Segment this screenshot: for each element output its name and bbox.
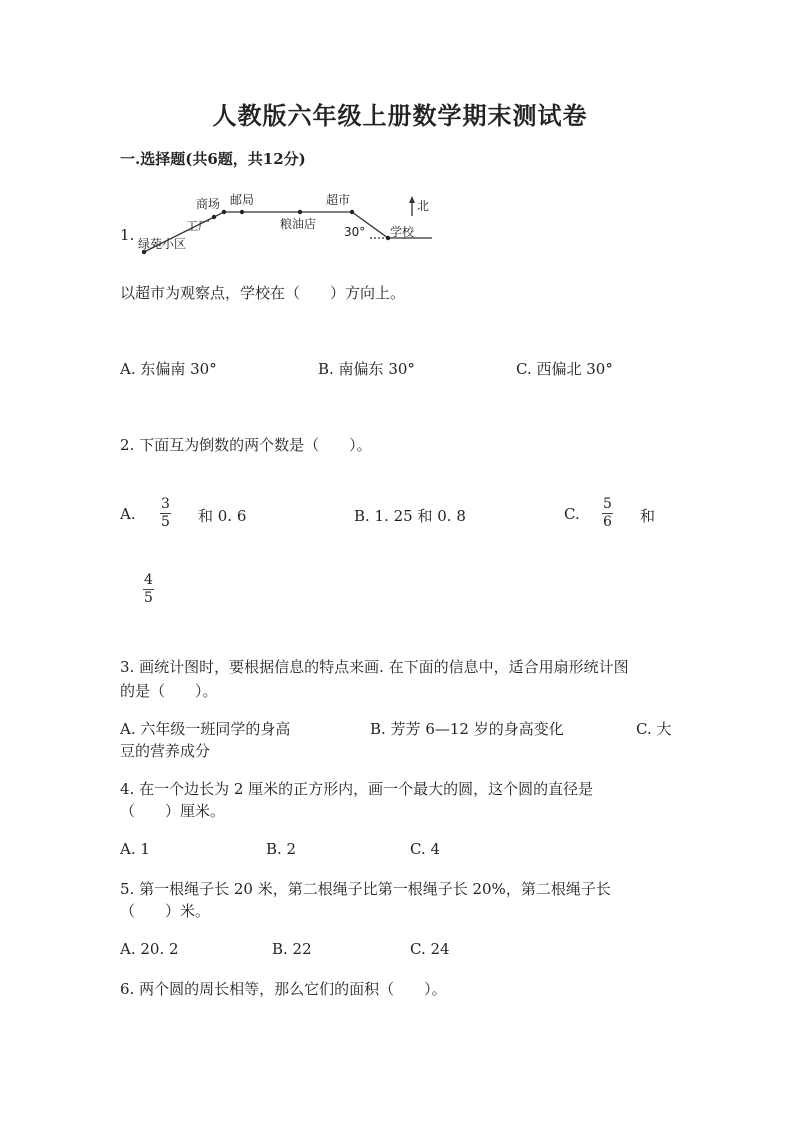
q3-option-b[interactable]: B. 芳芳 6—12 岁的身高变化	[370, 720, 564, 738]
q5-text-line2: （ ）米。	[120, 902, 211, 920]
map-point-shangchang	[222, 210, 226, 214]
q2-option-c-fraction	[602, 496, 613, 531]
fraction-numerator: 3	[161, 496, 170, 512]
q2-option-c-tail: 和	[640, 507, 656, 525]
map-label-lvyuan: 绿苑小区	[138, 237, 187, 251]
map-point-chaoshi	[350, 210, 354, 214]
q1-text: 以超市为观察点，学校在（ ）方向上。	[120, 284, 406, 302]
q4-text-line2: （ ）厘米。	[120, 802, 226, 820]
q1-option-a[interactable]: A. 东偏南 30°	[120, 360, 217, 378]
fraction-numerator: 5	[603, 496, 612, 512]
q4-text-line1: 4. 在一个边长为 2 厘米的正方形内，画一个最大的圆，这个圆的直径是	[120, 780, 594, 798]
q3-option-c-continued[interactable]: 豆的营养成分	[120, 742, 211, 760]
map-point-liangyoudian	[298, 210, 302, 214]
q4-option-c[interactable]: C. 4	[410, 840, 441, 858]
map-label-xuexiao: 学校	[390, 225, 415, 239]
q6-text: 6. 两个圆的周长相等，那么它们的面积（ ）。	[120, 980, 447, 998]
q1-number: 1.	[120, 226, 135, 244]
map-label-gongchang: 工厂	[186, 219, 211, 233]
page-title: 人教版六年级上册数学期末测试卷	[212, 101, 588, 130]
q3-option-a[interactable]: A. 六年级一班同学的身高	[120, 720, 291, 738]
map-label-north: 北	[417, 199, 430, 213]
q4-option-b[interactable]: B. 2	[266, 840, 297, 858]
map-label-chaoshi: 超市	[326, 193, 351, 207]
fraction-denominator: 6	[603, 514, 612, 530]
q5-option-b[interactable]: B. 22	[272, 940, 312, 958]
q2-option-c-second-fraction	[143, 572, 154, 607]
fraction-numerator: 4	[144, 572, 153, 588]
q2-option-a-fraction	[160, 496, 171, 531]
q1-route-map	[132, 188, 442, 258]
q1-option-c[interactable]: C. 西偏北 30°	[516, 360, 613, 378]
map-point-gongchang	[212, 215, 216, 219]
q2-option-c-label: C.	[564, 505, 580, 523]
q3-text-line1: 3. 画统计图时，要根据信息的特点来画. 在下面的信息中，适合用扇形统计图	[120, 658, 629, 676]
q2-option-c[interactable]	[564, 505, 580, 523]
q5-option-c[interactable]: C. 24	[410, 940, 450, 958]
fraction-denominator: 5	[144, 590, 153, 606]
q2-text: 2. 下面互为倒数的两个数是（ ）。	[120, 436, 372, 454]
q1-option-b[interactable]: B. 南偏东 30°	[318, 360, 415, 378]
q3-option-c[interactable]: C. 大	[636, 720, 672, 738]
q2-option-a-tail: 和 0. 6	[198, 507, 247, 525]
map-point-youju	[240, 210, 244, 214]
q2-option-a-label: A.	[120, 505, 136, 523]
q5-text-line1: 5. 第一根绳子长 20 米，第二根绳子比第一根绳子长 20%，第二根绳子长	[120, 880, 611, 898]
q5-option-a[interactable]: A. 20. 2	[120, 940, 179, 958]
q3-text-line2: 的是（ ）。	[120, 682, 218, 700]
fraction-denominator: 5	[161, 514, 170, 530]
q2-option-a[interactable]	[120, 505, 136, 523]
north-arrow-icon	[409, 196, 415, 203]
q4-option-a[interactable]: A. 1	[120, 840, 150, 858]
map-label-shangchang: 商场	[196, 197, 221, 211]
map-label-angle: 30°	[344, 225, 366, 239]
section-heading: 一.选择题(共6题，共12分)	[120, 150, 306, 168]
map-label-liangyoudian: 粮油店	[280, 217, 317, 231]
q2-option-b[interactable]: B. 1. 25 和 0. 8	[354, 507, 466, 525]
map-label-youju: 邮局	[230, 193, 255, 207]
